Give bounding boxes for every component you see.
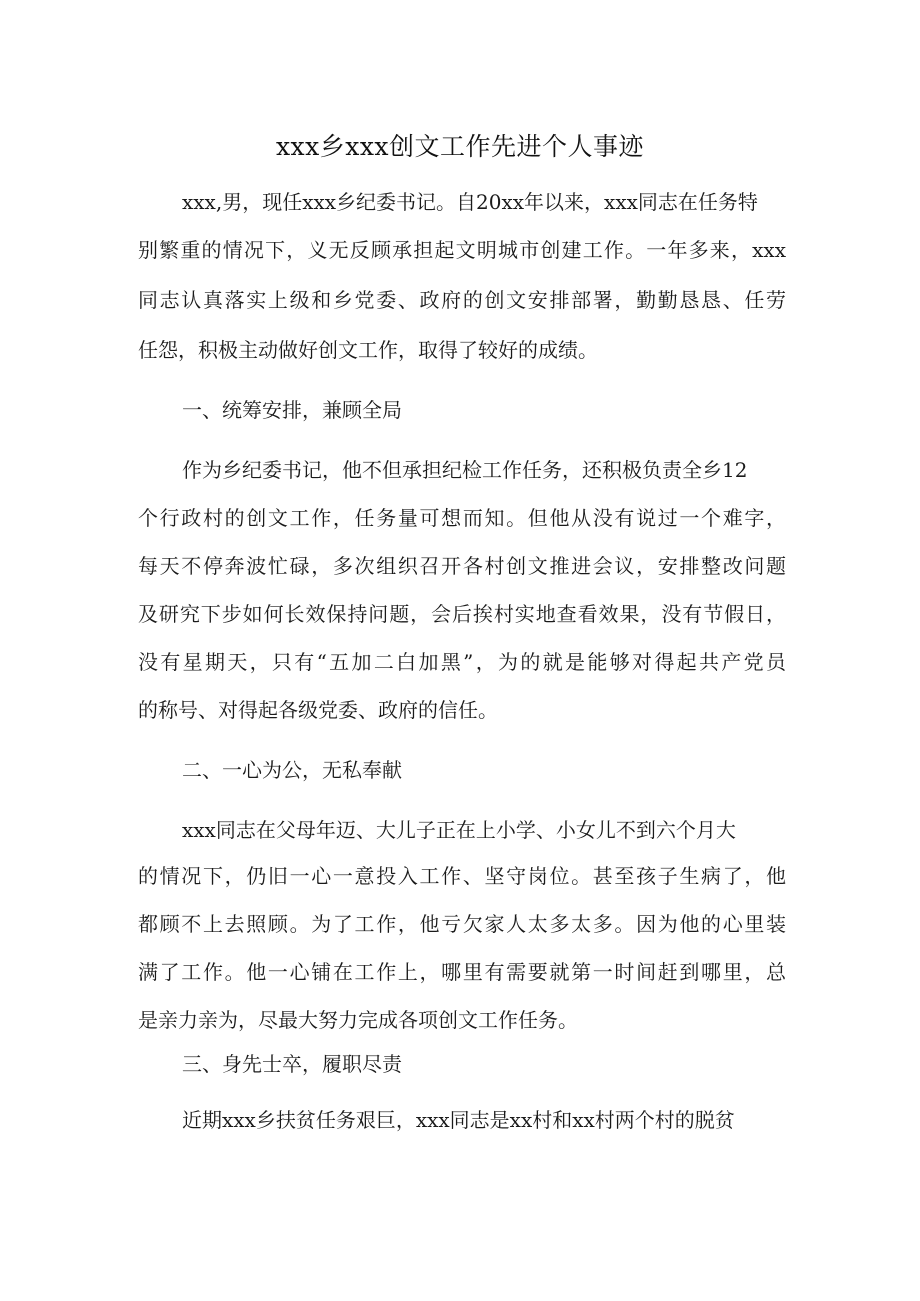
paragraph-2-line-4: 及研究下步如何长效保持问题，会后挨村实地查看效果，没有节假日，	[138, 602, 786, 626]
section-heading-3: 三、身先士卒，履职尽责	[182, 1052, 402, 1076]
paragraph-3-line-1: xxx同志在父母年迈、大儿子正在上小学、小女儿不到六个月大	[182, 818, 736, 842]
section-heading-2: 二、一心为公，无私奉献	[182, 758, 402, 782]
paragraph-2-line-3: 每天不停奔波忙碌，多次组织召开各村创文推进会议，安排整改问题	[138, 554, 786, 578]
paragraph-1-line-4: 任怨，积极主动做好创文工作，取得了较好的成绩。	[138, 338, 598, 362]
paragraph-3-line-5: 是亲力亲为，尽最大努力完成各项创文工作任务。	[138, 1008, 578, 1032]
paragraph-2-line-6: 的称号、对得起各级党委、政府的信任。	[138, 698, 498, 722]
paragraph-2-line-1: 作为乡纪委书记，他不但承担纪检工作任务，还积极负责全乡12	[182, 458, 748, 482]
section-heading-1: 一、统筹安排，兼顾全局	[182, 398, 402, 422]
paragraph-3-line-3: 都顾不上去照顾。为了工作，他亏欠家人太多太多。因为他的心里装	[138, 912, 786, 936]
paragraph-1-line-1: xxx,男，现任xxx乡纪委书记。自20xx年以来，xxx同志在任务特	[182, 190, 758, 214]
paragraph-1-line-3: 同志认真落实上级和乡党委、政府的创文安排部署，勤勤恳恳、任劳	[138, 288, 786, 312]
paragraph-3-line-4: 满了工作。他一心铺在工作上，哪里有需要就第一时间赶到哪里，总	[138, 960, 786, 984]
paragraph-3-line-2: 的情况下，仍旧一心一意投入工作、坚守岗位。甚至孩子生病了，他	[138, 864, 786, 888]
document-title: xxx乡xxx创文工作先进个人事迹	[275, 132, 645, 161]
paragraph-2-line-2: 个行政村的创文工作，任务量可想而知。但他从没有说过一个难字，	[138, 506, 786, 530]
paragraph-4-line-1: 近期xxx乡扶贫任务艰巨，xxx同志是xx村和xx村两个村的脱贫	[182, 1108, 735, 1132]
paragraph-1-line-2: 别繁重的情况下，义无反顾承担起文明城市创建工作。一年多来，xxx	[138, 238, 786, 262]
paragraph-2-line-5: 没有星期天，只有“五加二白加黑”，为的就是能够对得起共产党员	[138, 650, 786, 674]
